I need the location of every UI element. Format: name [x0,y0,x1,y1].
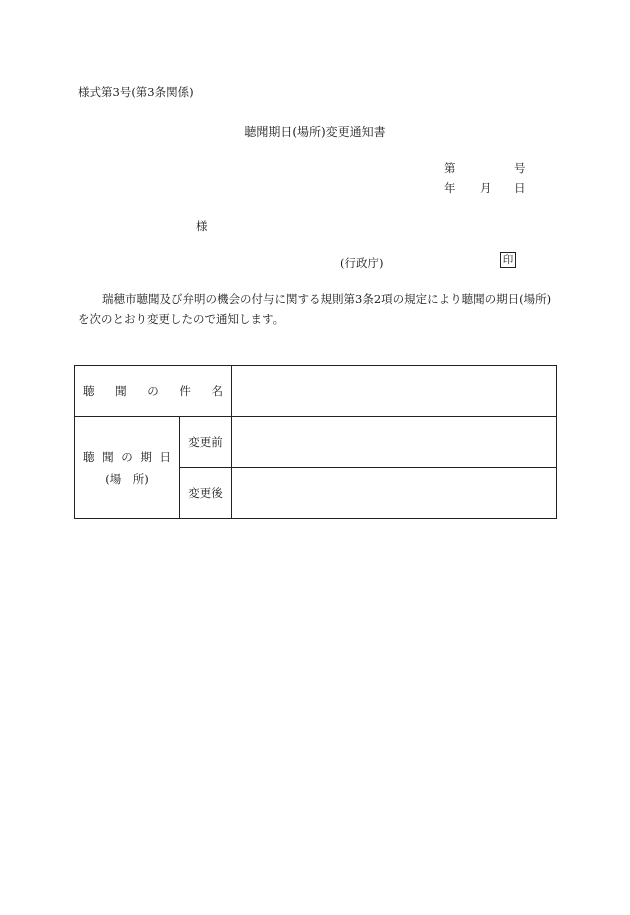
after-change-value[interactable] [232,468,557,519]
before-change-label: 変更前 [180,417,232,468]
notice-table [74,365,557,519]
document-number-suffix: 号 [514,161,526,175]
table-row-hearing-subject [75,366,557,417]
before-change-value[interactable] [232,417,557,468]
hearing-period-label-line1: 聴聞の期日 [83,449,171,464]
document-title: 聴聞期日(場所)変更通知書 [244,125,386,139]
date-day-label: 日 [514,181,526,195]
recipient-honorific: 様 [196,219,208,233]
hearing-period-label [75,417,180,519]
hearing-period-label-line2: (場 所) [105,471,149,486]
after-change-label: 変更後 [180,468,232,519]
table-row-before-change [75,417,557,468]
date-month-label: 月 [480,181,492,195]
document-number-prefix: 第 [444,161,456,175]
form-number-label: 様式第3号(第3条関係) [78,85,194,99]
issuer-office-label: (行政庁) [340,256,384,270]
hearing-subject-value[interactable] [232,366,557,417]
seal-stamp-mark: 印 [500,252,516,268]
hearing-subject-label: 聴 聞 の 件 名 [75,366,232,417]
notice-body-text: 瑞穂市聴聞及び弁明の機会の付与に関する規則第3条2項の規定により聴聞の期日(場所)を次のとおり変更したので通知します。 [78,292,552,326]
date-year-label: 年 [444,181,456,195]
